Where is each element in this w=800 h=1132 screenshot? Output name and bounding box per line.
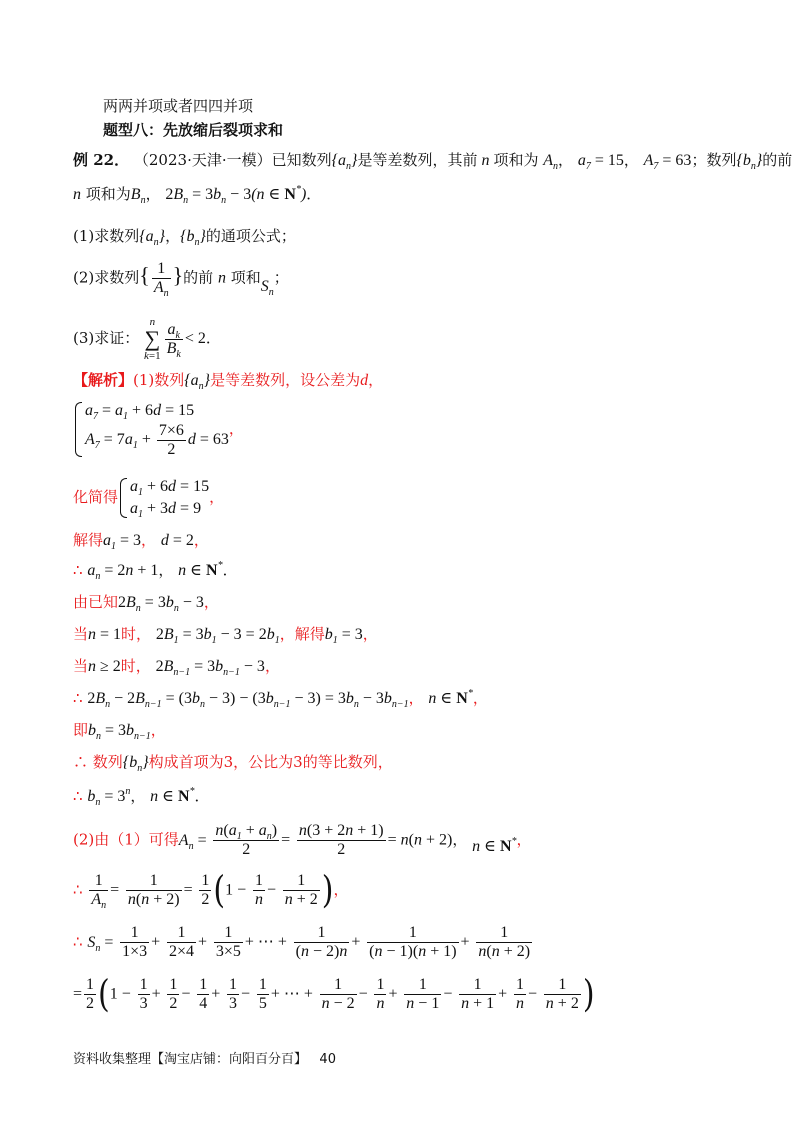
section-title: 题型八：先放缩后裂项求和 (103, 121, 284, 139)
intro-line: 两两并项或者四四并项 (103, 97, 254, 115)
question-2: (2)求数列{ $\frac{1}{A_n}$ }的前 n 项和$S_n$； (73, 260, 289, 299)
geometric-line: ∴ 数列$\{b_n\}$构成首项为3，公比为3的等比数列， (73, 753, 393, 774)
question-3: (3)求证： n ∑ k=1 $\frac{a_k}{B_k}$ < 2． (73, 316, 221, 362)
system-1: $a_7 = a_1 + 6d = 15$ $A_7 = 7a_1$ + $\frac{7\times 6}{2}$ d = 63 ， (73, 400, 244, 462)
page-footer (73, 1048, 336, 1067)
bn-formula: ∴ $b_n = 3^n$， n ∈ N*． (73, 786, 210, 808)
solve-line: 解得$a_1 = 3$， d = 2， (73, 531, 209, 552)
telescoping-line: = $\frac{1}{2}$ (1 − $\frac{1}{3}$ + $\frac{1}{2}$ − $\frac{1}{4}$ + $\frac{1}{3}$ − $\frac{1}{5}$ + ⋯ + $\frac{1}{n - 2}$ − $\frac{1}{n}$ + $\frac{1}{n - 1}$ − $\frac{1}{n + 1}$ + $\frac{1}{n}$ − $\frac{1}{n + 2}$ ) (73, 972, 595, 1016)
question-1: (1)求数列$\{a_n\}$，$\{b_n\}$的通项公式； (73, 227, 296, 248)
part2-line: (2)由（1）可得$A_n$ = $\frac{n(a_1 + a_n)}{2}$ = $\frac{n(3 + 2n + 1)}{2}$ = n(n + 2)， n ∈ N*， (73, 822, 532, 858)
an-formula: ∴ $a_n = 2n + 1$， n ∈ N*． (73, 560, 238, 582)
math-an-set: $\{a_n\}$ (331, 152, 358, 172)
ratio-line: 即$b_n = 3b_{n-1}$， (73, 721, 166, 742)
reciprocal-line: ∴ $\frac{1}{A_n}$ = $\frac{1}{n(n + 2)}$ = $\frac{1}{2}$ (1 − $\frac{1}{n}$ − $\frac{1}{n + 2}$ )， (73, 868, 349, 912)
solution-tag: 【解析】 (73, 371, 134, 389)
n-equals-1-line: 当n = 1时， $2B_1 = 3b_1 - 3 = 2b_1$，解得$b_1 = 3$， (73, 625, 378, 646)
example-line-2: n 项和为$B_n$， $2B_n = 3b_n - 3(n$ ∈ N*)． (73, 184, 322, 206)
example-label: 例 22． (73, 151, 130, 169)
subtraction-line: ∴ $2B_n - 2B_{n-1} = (3b_n - 3) - (3b_{n-1} - 3) = 3b_n - 3b_{n-1}$， n ∈ N*， (73, 688, 488, 710)
n-ge-2-line: 当n ≥ 2时， $2B_{n-1} = 3b_{n-1} - 3$， (73, 657, 280, 678)
example-source: （2023·天津·一模） (133, 151, 272, 169)
system-2: 化简得 $a_1 + 6d = 15$ $a_1 + 3d = 9$ ， (73, 478, 225, 520)
footer-text: 资料收集整理【淘宝店铺：向阳百分百】 (73, 1052, 308, 1067)
solution-intro: 【解析】(1)数列$\{a_n\}$是等差数列，设公差为d， (73, 371, 384, 392)
known-line: 由已知$2B_n = 3b_n - 3$， (73, 593, 219, 614)
example-line-1: 例 22． （2023·天津·一模）已知数列$\{a_n\}$是等差数列，其前 n 项和为 $A_n$， $a_7 = 15$， $A_7 = 63$；数列$\{b_n\}$的前 (73, 151, 793, 172)
page-number: 40 (319, 1052, 336, 1067)
sn-sum-line: ∴ $S_n$ = $\frac{1}{1\times 3}$ + $\frac{1}{2\times 4}$ + $\frac{1}{3\times 5}$ + ⋯ + $\frac{1}{(n - 2)n}$ + $\frac{1}{(n - 1)(n + 1)}$ + $\frac{1}{n(n + 2)}$ (73, 924, 531, 960)
